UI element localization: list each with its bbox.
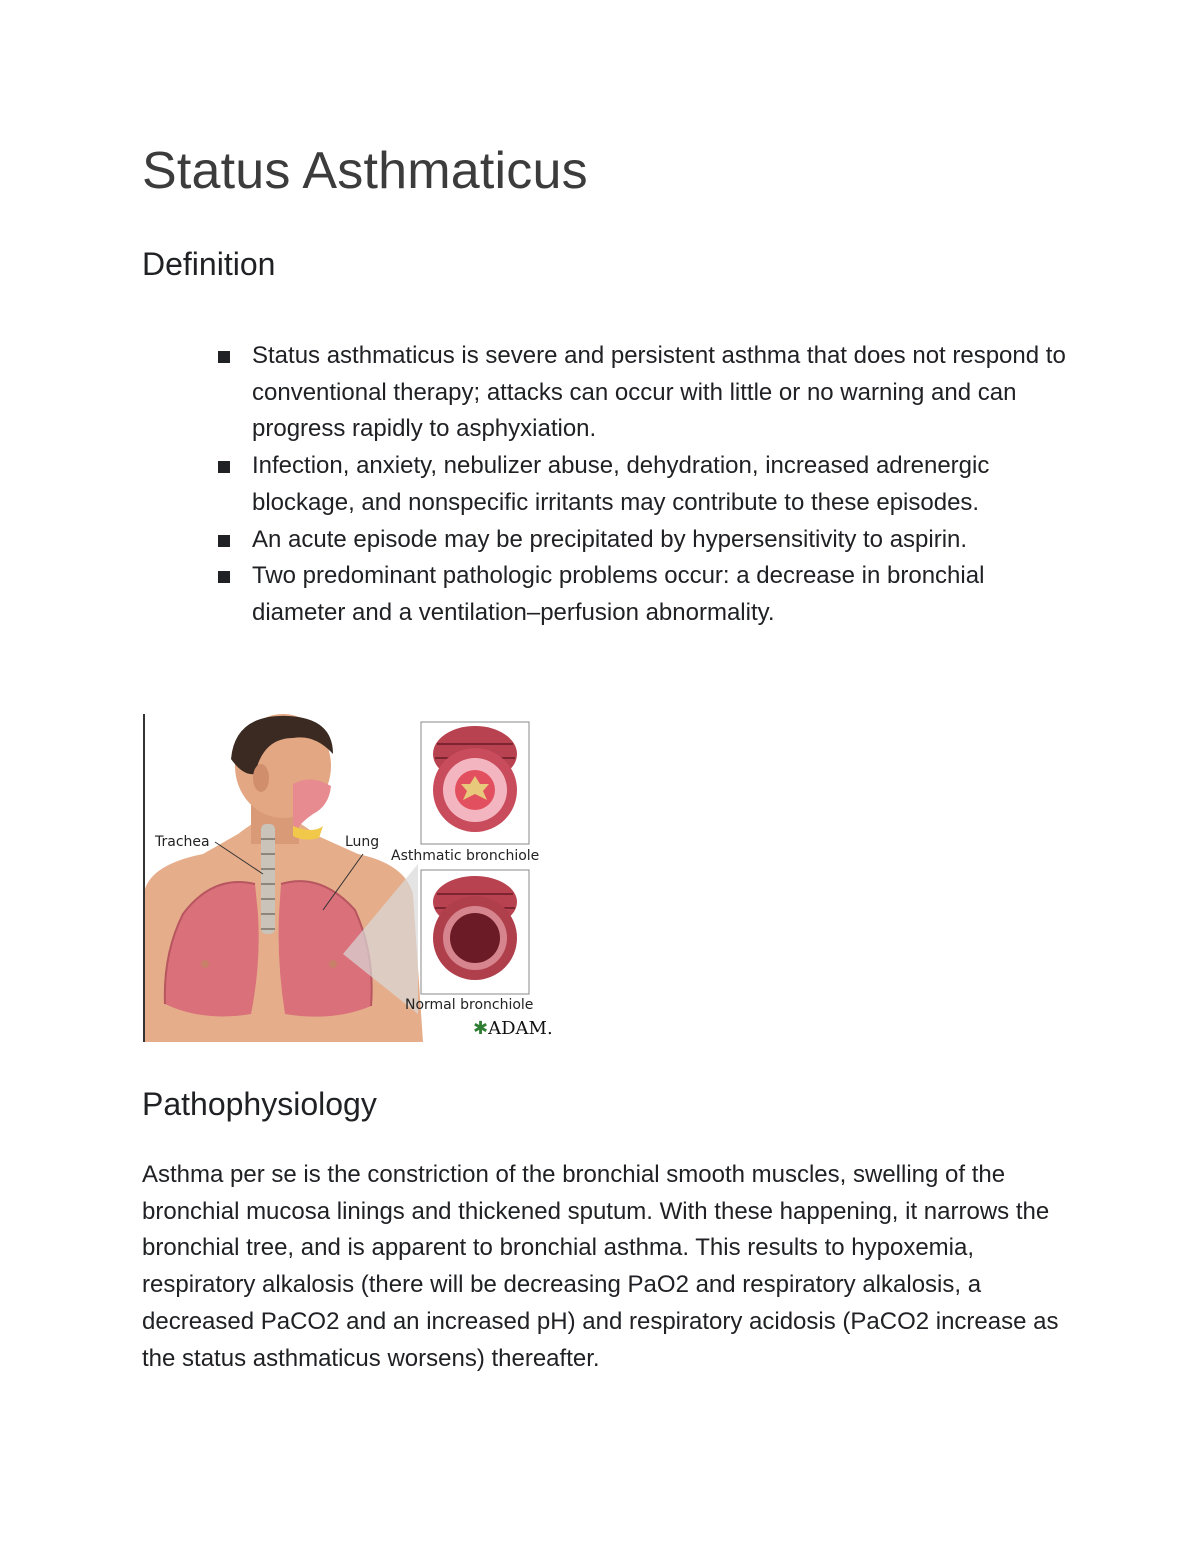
trachea-label: Trachea: [155, 834, 210, 850]
figure-border: [143, 714, 145, 1042]
lung-label: Lung: [345, 834, 380, 850]
asthmatic-bronchiole-label: Asthmatic bronchiole: [391, 848, 540, 864]
definition-list: [252, 338, 1072, 632]
definition-heading: Definition: [142, 246, 276, 282]
illustration-graphic: [143, 714, 555, 1042]
list-item: An acute episode may be precipitated by hypersensitivity to aspirin.: [252, 522, 1072, 559]
logo-text: ADAM.: [488, 1018, 553, 1039]
adam-logo: [473, 1018, 553, 1039]
pathophysiology-paragraph: Asthma per se is the constriction of the bronchial smooth muscles, swelling of the bronchial mucosa linings and thickened sputum. With these happening, it narrows the bronchial tree, and is apparent to bronchial asthma. This results to hypoxemia, respiratory alkalosis (there will be decreasing PaO2 and respiratory alkalosis, a decreased PaCO2 and an increased pH) and respiratory acidosis (PaCO2 increase as the status asthmaticus worsens) thereafter.: [142, 1161, 1059, 1372]
pathophysiology-heading: Pathophysiology: [142, 1086, 377, 1122]
list-item: Infection, anxiety, nebulizer abuse, dehydration, increased adrenergic blockage, and nonspecific irritants may contribute to these episodes.: [252, 448, 1072, 521]
adam-leaf-icon: ✱: [473, 1018, 489, 1039]
list-item: Status asthmaticus is severe and persistent asthma that does not respond to conventional therapy; attacks can occur with little or no warning and can progress rapidly to asphyxiation.: [252, 338, 1072, 448]
page-title: Status Asthmaticus: [142, 142, 588, 200]
asthma-illustration: [143, 714, 555, 1042]
normal-bronchiole-label: Normal bronchiole: [405, 997, 534, 1013]
list-item: Two predominant pathologic problems occur: a decrease in bronchial diameter and a ventilation–perfusion abnormality.: [252, 558, 1072, 631]
